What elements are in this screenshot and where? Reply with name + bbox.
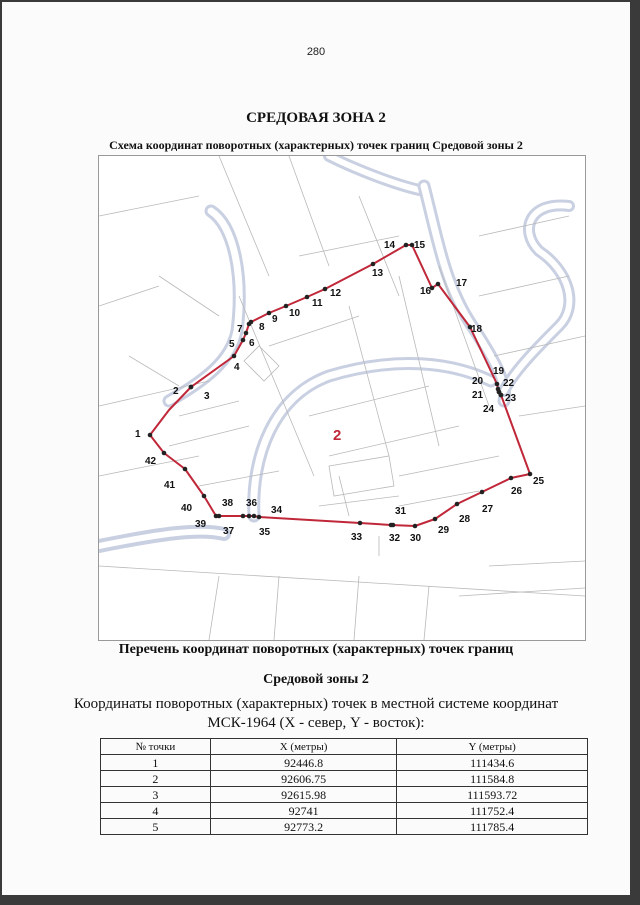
boundary-point-marker bbox=[499, 393, 504, 398]
boundary-point-label: 29 bbox=[438, 525, 450, 536]
coord-desc-line1: Координаты поворотных (характерных) точек в местной системе координат bbox=[73, 696, 559, 712]
cell-y: 111752.4 bbox=[397, 803, 588, 819]
boundary-point-marker bbox=[284, 304, 289, 309]
page-title: СРЕДОВАЯ ЗОНА 2 bbox=[246, 110, 386, 126]
boundary-point-marker bbox=[249, 320, 254, 325]
boundary-point-label: 36 bbox=[246, 498, 258, 509]
table-row bbox=[101, 803, 588, 819]
boundary-point-label: 17 bbox=[456, 278, 468, 289]
cell-point: 3 bbox=[101, 787, 211, 803]
boundary-map bbox=[98, 155, 586, 641]
boundary-point-marker bbox=[189, 385, 194, 390]
boundary-point-label: 2 bbox=[173, 386, 179, 397]
boundary-point-label: 38 bbox=[222, 498, 234, 509]
boundary-point-label: 15 bbox=[414, 240, 426, 251]
boundary-point-labels bbox=[135, 240, 545, 544]
boundary-point-marker bbox=[495, 382, 500, 387]
cell-point: 1 bbox=[101, 755, 211, 771]
page-number: 280 bbox=[306, 46, 326, 58]
boundary-point-label: 5 bbox=[229, 339, 235, 350]
boundary-point-marker bbox=[404, 243, 409, 248]
cell-point: 2 bbox=[101, 771, 211, 787]
boundary-point-marker bbox=[202, 494, 207, 499]
boundary-point-marker bbox=[148, 433, 153, 438]
table-row bbox=[101, 771, 588, 787]
boundary-point-label: 34 bbox=[271, 505, 283, 516]
boundary-point-label: 4 bbox=[234, 362, 240, 373]
boundary-point-label: 40 bbox=[181, 503, 193, 514]
list-subtitle: Средовой зоны 2 bbox=[263, 672, 369, 687]
cell-x: 92606.75 bbox=[210, 771, 397, 787]
cell-y: 111584.8 bbox=[397, 771, 588, 787]
document-page bbox=[2, 2, 630, 895]
boundary-point-marker bbox=[358, 521, 363, 526]
boundary-point-label: 9 bbox=[272, 314, 278, 325]
cell-y: 111785.4 bbox=[397, 819, 588, 835]
zone-label: 2 bbox=[333, 427, 342, 444]
boundary-point-label: 39 bbox=[195, 519, 207, 530]
boundary-point-marker bbox=[232, 354, 237, 359]
cell-point: 4 bbox=[101, 803, 211, 819]
scheme-title: Схема координат поворотных (характерных) точек границ Средовой зоны 2 bbox=[109, 138, 523, 152]
boundary-point-label: 19 bbox=[493, 366, 505, 377]
boundary-point-label: 26 bbox=[511, 486, 523, 497]
boundary-point-label: 28 bbox=[459, 514, 471, 525]
boundary-point-label: 21 bbox=[472, 390, 484, 401]
coordinate-system-description bbox=[2, 695, 630, 733]
table-row bbox=[101, 819, 588, 835]
boundary-point-label: 8 bbox=[259, 322, 265, 333]
boundary-point-marker bbox=[480, 490, 485, 495]
boundary-point-marker bbox=[413, 524, 418, 529]
boundary-point-label: 14 bbox=[384, 240, 396, 251]
boundary-point-label: 27 bbox=[482, 504, 494, 515]
table-row bbox=[101, 755, 588, 771]
boundary-point-marker bbox=[455, 502, 460, 507]
coordinates-table bbox=[100, 738, 588, 835]
boundary-point-label: 23 bbox=[505, 393, 517, 404]
canal-middle-outline bbox=[254, 364, 491, 517]
boundary-point-marker bbox=[267, 311, 272, 316]
boundary-point-marker bbox=[371, 262, 376, 267]
canal-middle bbox=[254, 364, 491, 517]
boundary-point-label: 37 bbox=[223, 526, 235, 537]
boundary-point-label: 24 bbox=[483, 404, 495, 415]
boundary-point-label: 22 bbox=[503, 378, 515, 389]
boundary-point-label: 7 bbox=[237, 324, 243, 335]
boundary-point-marker bbox=[389, 523, 394, 528]
boundary-point-marker bbox=[323, 287, 328, 292]
coord-desc-line2: МСК-1964 (X - север, Y - восток): bbox=[207, 715, 425, 731]
table-header-row bbox=[101, 739, 588, 755]
column-header-x: X (метры) bbox=[210, 739, 397, 755]
cell-y: 111434.6 bbox=[397, 755, 588, 771]
boundary-point-label: 32 bbox=[389, 533, 401, 544]
boundary-point-marker bbox=[528, 472, 533, 477]
boundary-point-marker bbox=[436, 282, 441, 287]
cell-x: 92741 bbox=[210, 803, 397, 819]
boundary-point-label: 18 bbox=[471, 324, 483, 335]
river-top-outline bbox=[329, 156, 424, 191]
boundary-point-label: 1 bbox=[135, 429, 141, 440]
boundary-point-label: 35 bbox=[259, 527, 271, 538]
cell-x: 92773.2 bbox=[210, 819, 397, 835]
boundary-point-label: 12 bbox=[330, 288, 342, 299]
boundary-point-label: 10 bbox=[289, 308, 301, 319]
boundary-point-marker bbox=[241, 514, 246, 519]
canal-far-right bbox=[504, 205, 569, 391]
boundary-point-marker bbox=[257, 515, 262, 520]
boundary-point-label: 42 bbox=[145, 456, 157, 467]
boundary-point-marker bbox=[244, 331, 249, 336]
list-title: Перечень координат поворотных (характерных) точек границ bbox=[118, 642, 514, 657]
column-header-y: Y (метры) bbox=[397, 739, 588, 755]
boundary-point-marker bbox=[252, 514, 257, 519]
boundary-point-marker bbox=[214, 514, 219, 519]
map-svg bbox=[99, 156, 585, 640]
boundary-point-label: 3 bbox=[204, 391, 210, 402]
boundary-point-label: 16 bbox=[420, 286, 432, 297]
boundary-point-marker bbox=[241, 338, 246, 343]
boundary-point-label: 25 bbox=[533, 476, 545, 487]
boundary-point-label: 31 bbox=[395, 506, 407, 517]
boundary-point-label: 11 bbox=[312, 298, 323, 309]
table-row bbox=[101, 787, 588, 803]
column-header-point: № точки bbox=[101, 739, 211, 755]
cell-x: 92446.8 bbox=[210, 755, 397, 771]
boundary-point-label: 30 bbox=[410, 533, 422, 544]
cell-point: 5 bbox=[101, 819, 211, 835]
boundary-point-marker bbox=[305, 295, 310, 300]
boundary-point-marker bbox=[183, 467, 188, 472]
boundary-point-marker bbox=[162, 451, 167, 456]
cell-y: 111593.72 bbox=[397, 787, 588, 803]
boundary-point-marker bbox=[247, 514, 252, 519]
boundary-point-label: 13 bbox=[372, 268, 384, 279]
boundary-point-label: 6 bbox=[249, 338, 255, 349]
cell-x: 92615.98 bbox=[210, 787, 397, 803]
boundary-point-label: 41 bbox=[164, 480, 176, 491]
boundary-point-label: 33 bbox=[351, 532, 363, 543]
boundary-point-label: 20 bbox=[472, 376, 484, 387]
boundary-point-marker bbox=[509, 476, 514, 481]
canal-far-right-outline bbox=[504, 205, 569, 391]
boundary-point-marker bbox=[433, 517, 438, 522]
